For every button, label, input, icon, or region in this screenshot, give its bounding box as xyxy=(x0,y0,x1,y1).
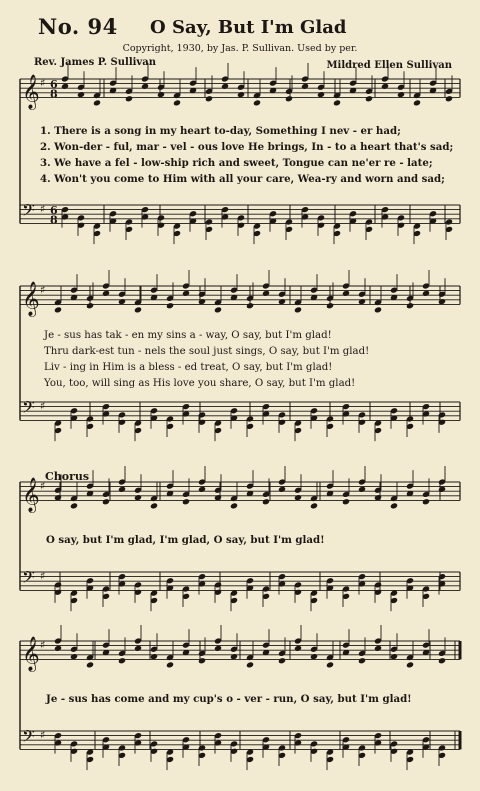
note-head xyxy=(342,498,350,505)
note-head xyxy=(118,657,126,664)
sharp-sign: ♯ xyxy=(40,569,46,583)
time-signature-bottom: 8 xyxy=(50,213,58,227)
sharp-sign: ♯ xyxy=(40,479,46,493)
note-head xyxy=(93,99,101,106)
verse-4-line-1: 4. Won't you come to Him with all your care, Wea-ry and worn and sad; xyxy=(40,173,445,185)
bass-clef: 𝄢 xyxy=(22,396,35,421)
note-head xyxy=(278,657,286,664)
copyright-notice: Copyright, 1930, by Jas. P. Sullivan. Used by per. xyxy=(122,43,358,54)
note-head xyxy=(390,502,398,509)
note-head xyxy=(326,661,334,668)
note-head xyxy=(198,657,206,664)
time-signature-top: 6 xyxy=(50,78,58,92)
note-head xyxy=(413,99,421,106)
verse-3-line-1: 3. We have a fel - low-ship rich and sweet, Tongue can ne'er re - late; xyxy=(40,157,433,169)
note-head xyxy=(70,502,78,509)
note-head xyxy=(310,502,318,509)
note-head xyxy=(294,306,302,313)
note-head xyxy=(358,657,366,664)
treble-clef: 𝄞 xyxy=(22,74,40,110)
sharp-sign: ♯ xyxy=(40,283,46,297)
bass-clef: 𝄢 xyxy=(22,199,35,224)
note-head xyxy=(102,498,110,505)
note-head xyxy=(182,498,190,505)
time-signature-top: 6 xyxy=(50,204,58,218)
note-head xyxy=(205,95,213,102)
note-head xyxy=(406,302,414,309)
chorus-line-2: Je - sus has come and my cup's o - ver - run, O say, but I'm glad! xyxy=(46,693,412,705)
sharp-sign: ♯ xyxy=(40,728,46,742)
composer-credit: Mildred Ellen Sullivan xyxy=(326,60,452,71)
note-head xyxy=(333,99,341,106)
note-head xyxy=(173,99,181,106)
treble-clef: 𝄞 xyxy=(22,281,40,317)
bass-clef: 𝄢 xyxy=(22,566,35,591)
note-head xyxy=(422,498,430,505)
hymn-title: O Say, But I'm Glad xyxy=(150,17,347,38)
note-head xyxy=(134,306,142,313)
note-head xyxy=(54,306,62,313)
verse-3-line-2: Liv - ing in Him is a bless - ed treat, O say, but I'm glad! xyxy=(44,362,333,373)
bass-clef: 𝄢 xyxy=(22,725,35,750)
verse-2-line-2: Thru dark-est tun - nels the soul just sings, O say, but I'm glad! xyxy=(44,346,370,357)
treble-clef: 𝄞 xyxy=(22,636,40,672)
verse-4-line-2: You, too, will sing as His love you share, O say, but I'm glad! xyxy=(44,378,356,389)
note-head xyxy=(125,95,133,102)
chorus-label: Chorus xyxy=(45,470,90,483)
note-head xyxy=(262,498,270,505)
note-head xyxy=(445,95,453,102)
note-head xyxy=(166,302,174,309)
sharp-sign: ♯ xyxy=(40,202,46,216)
verse-1-line-1: 1. There is a song in my heart to-day, Something I nev - er had; xyxy=(40,125,401,137)
note-head xyxy=(230,502,238,509)
note-head xyxy=(86,661,94,668)
chorus-line-1: O say, but I'm glad, I'm glad, O say, but I'm glad! xyxy=(46,534,325,546)
note-head xyxy=(86,302,94,309)
lyricist-credit: Rev. James P. Sullivan xyxy=(34,57,156,68)
note-head xyxy=(285,95,293,102)
note-head xyxy=(365,95,373,102)
note-head xyxy=(406,661,414,668)
note-head xyxy=(438,657,446,664)
time-signature-bottom: 8 xyxy=(50,87,58,101)
treble-clef: 𝄞 xyxy=(22,477,40,513)
verse-2-line-1: 2. Won-der - ful, mar - vel - ous love He brings, In - to a heart that's sad; xyxy=(40,141,454,153)
note-head xyxy=(166,661,174,668)
note-head xyxy=(150,502,158,509)
note-head xyxy=(246,302,254,309)
sharp-sign: ♯ xyxy=(40,399,46,413)
sharp-sign: ♯ xyxy=(40,638,46,652)
sharp-sign: ♯ xyxy=(40,76,46,90)
note-head xyxy=(246,661,254,668)
verse-1-line-2: Je - sus has tak - en my sins a - way, O say, but I'm glad! xyxy=(44,330,332,341)
note-head xyxy=(253,99,261,106)
note-head xyxy=(374,306,382,313)
note-head xyxy=(214,306,222,313)
note-head xyxy=(326,302,334,309)
hymn-number: No. 94 xyxy=(38,14,118,39)
